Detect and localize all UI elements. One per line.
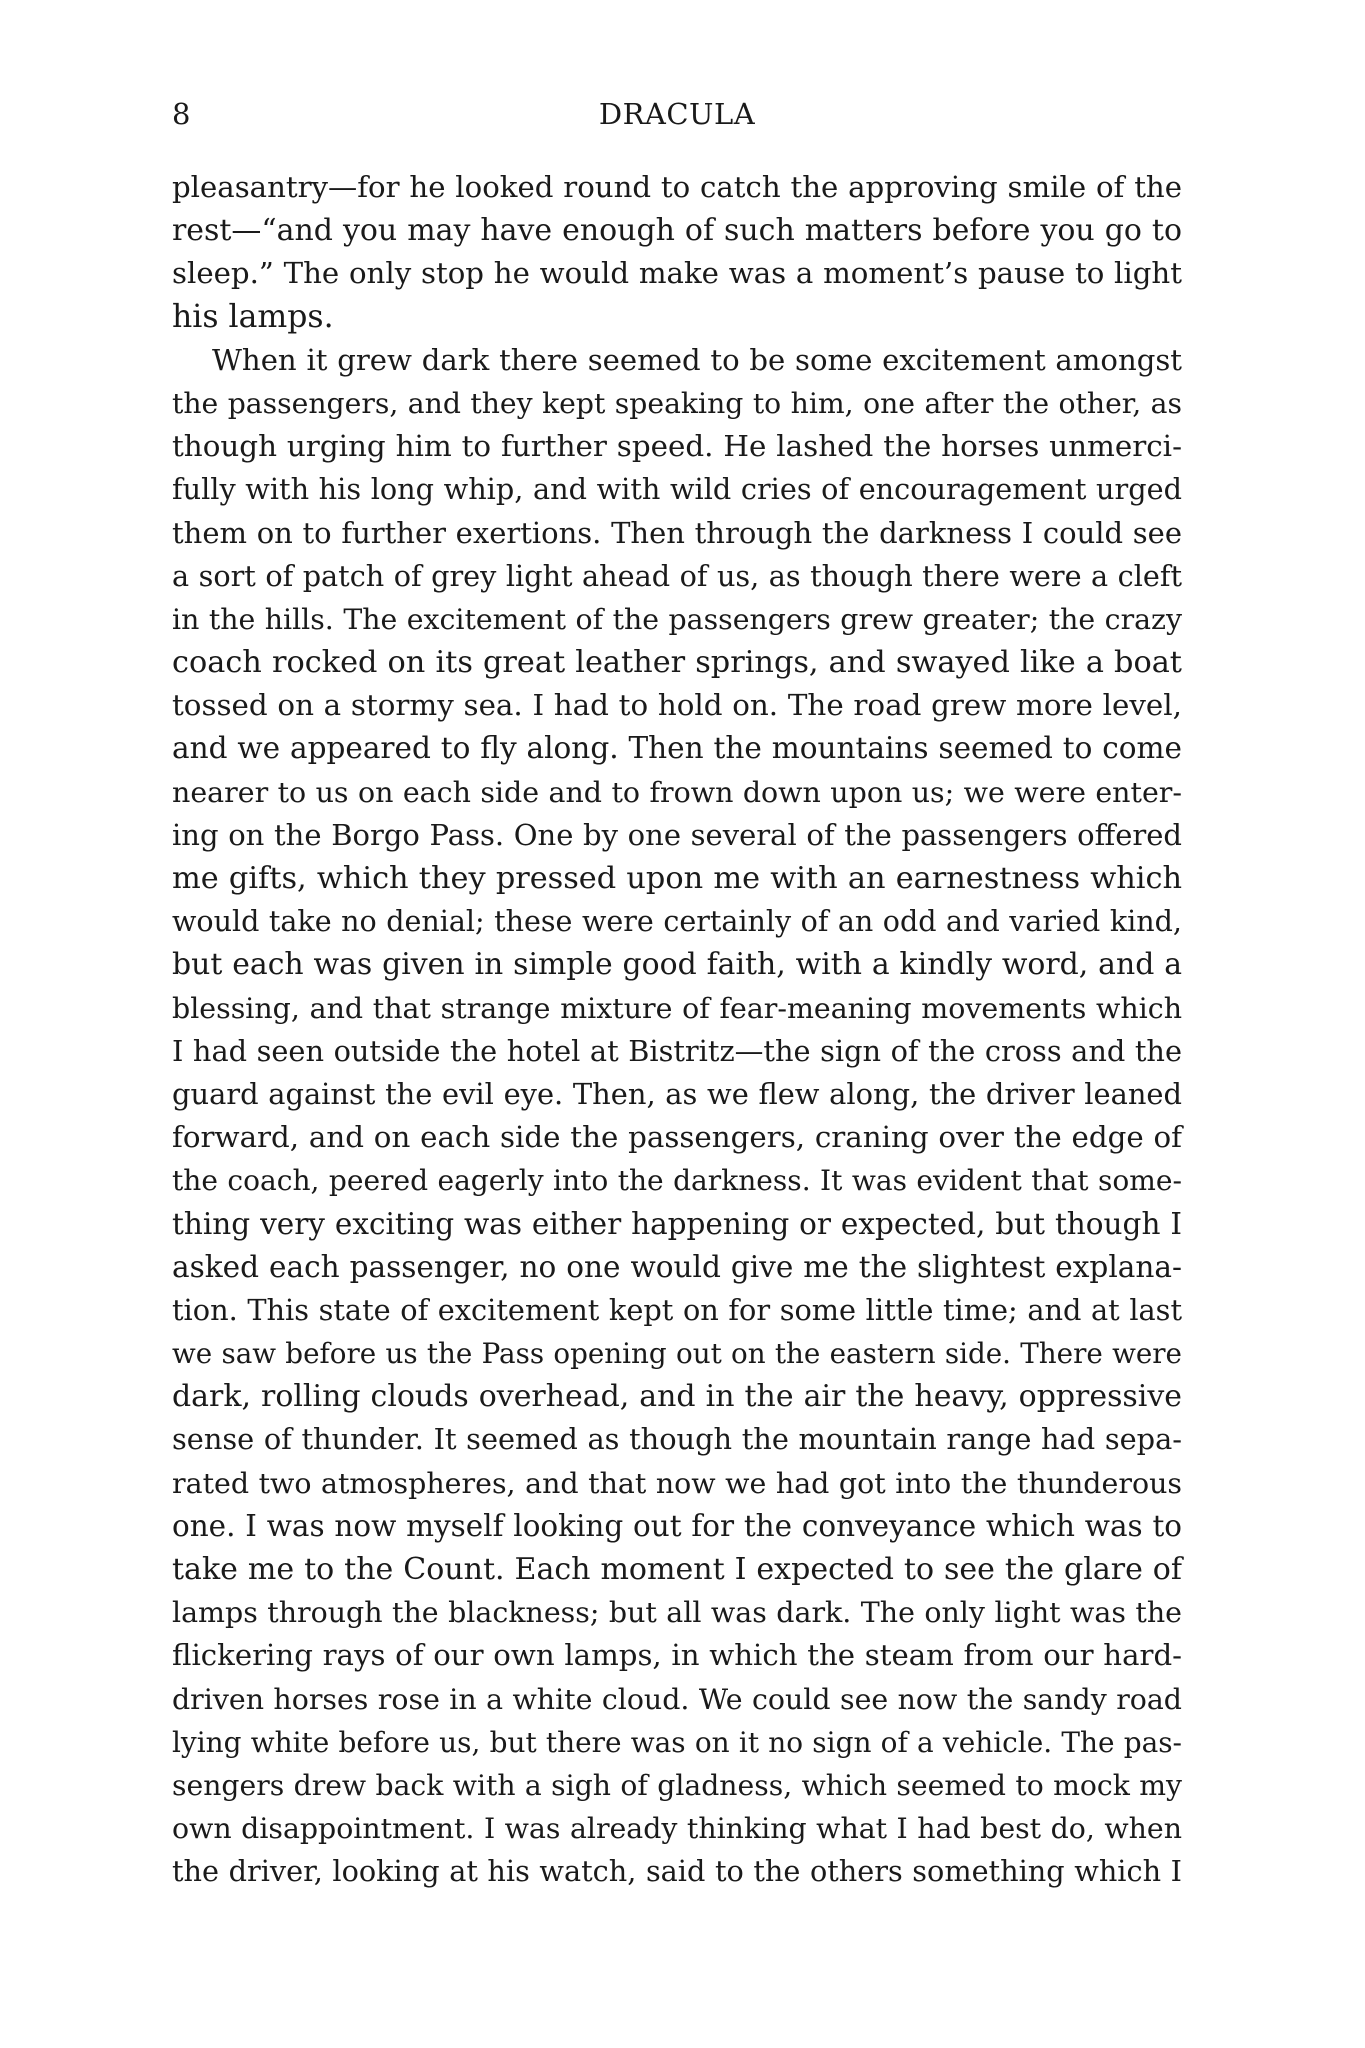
text-line: tion. This state of excitement kept on for some little time; and at last bbox=[172, 1292, 1182, 1327]
text-line: asked each passenger, no one would give me the slightest explana- bbox=[172, 1249, 1182, 1284]
text-line: blessing, and that strange mixture of fear-meaning movements which bbox=[172, 991, 1182, 1025]
text-line: fully with his long whip, and with wild cries of encouragement urged bbox=[172, 472, 1182, 507]
text-line: driven horses rose in a white cloud. We could see now the sandy road bbox=[172, 1682, 1182, 1716]
text-line: guard against the evil eye. Then, as we flew along, the driver leaned bbox=[172, 1076, 1182, 1111]
text-line: take me to the Count. Each moment I expected to see the glare of bbox=[172, 1552, 1182, 1587]
text-line: and we appeared to fly along. Then the mountains seemed to come bbox=[172, 731, 1182, 766]
text-line: sense of thunder. It seemed as though the mountain range had sepa- bbox=[172, 1422, 1182, 1457]
text-line: them on to further exertions. Then through the darkness I could see bbox=[172, 515, 1182, 550]
text-line: own disappointment. I was already thinking what I had best do, when bbox=[172, 1812, 1182, 1846]
text-line: the driver, looking at his watch, said to the others something which I bbox=[172, 1854, 1182, 1889]
text-line: a sort of patch of grey light ahead of us, as though there were a cleft bbox=[172, 558, 1182, 593]
text-line: nearer to us on each side and to frown down upon us; we were enter- bbox=[172, 775, 1182, 809]
text-line: in the hills. The excitement of the passengers grew greater; the crazy bbox=[172, 602, 1182, 636]
text-line: me gifts, which they pressed upon me with an earnestness which bbox=[172, 861, 1182, 896]
running-head bbox=[172, 94, 1182, 134]
text-line: his lamps. bbox=[172, 298, 334, 335]
text-line: sleep.” The only stop he would make was a moment’s pause to light bbox=[172, 256, 1182, 291]
page-number: 8 bbox=[172, 97, 191, 131]
body-text bbox=[172, 166, 1182, 1894]
text-line: rated two atmospheres, and that now we had got into the thunderous bbox=[172, 1466, 1182, 1500]
text-line: but each was given in simple good faith, with a kindly word, and a bbox=[172, 947, 1182, 983]
text-line: rest—“and you may have enough of such matters before you go to bbox=[172, 213, 1182, 249]
text-line: the coach, peered eagerly into the darkness. It was evident that some- bbox=[172, 1164, 1182, 1198]
text-line: forward, and on each side the passengers, craning over the edge of bbox=[172, 1120, 1182, 1155]
text-line: I had seen outside the hotel at Bistritz—the sign of the cross and the bbox=[172, 1033, 1182, 1068]
text-line: though urging him to further speed. He lashed the horses unmerci- bbox=[172, 429, 1182, 464]
text-line: dark, rolling clouds overhead, and in the air the heavy, oppressive bbox=[172, 1379, 1182, 1415]
text-line: we saw before us the Pass opening out on the eastern side. There were bbox=[172, 1337, 1182, 1371]
text-line: one. I was now myself looking out for the conveyance which was to bbox=[172, 1508, 1182, 1543]
text-line: pleasantry—for he looked round to catch the approving smile of the bbox=[172, 170, 1182, 204]
text-line: lying white before us, but there was on it no sign of a vehicle. The pas- bbox=[172, 1725, 1182, 1759]
running-title: DRACULA bbox=[598, 97, 756, 131]
text-line: ing on the Borgo Pass. One by one several of the passengers offered bbox=[172, 817, 1182, 852]
text-line: lamps through the blackness; but all was dark. The only light was the bbox=[172, 1596, 1182, 1630]
text-line: When it grew dark there seemed to be some excitement amongst bbox=[212, 342, 1182, 377]
text-line: would take no denial; these were certainly of an odd and varied kind, bbox=[172, 904, 1182, 939]
text-line: sengers drew back with a sigh of gladness, which seemed to mock my bbox=[172, 1768, 1182, 1802]
text-line: thing very exciting was either happening or expected, but though I bbox=[172, 1206, 1182, 1241]
text-line: the passengers, and they kept speaking to him, one after the other, as bbox=[172, 386, 1182, 420]
text-line: flickering rays of our own lamps, in which the steam from our hard- bbox=[172, 1638, 1182, 1673]
text-line: tossed on a stormy sea. I had to hold on. The road grew more level, bbox=[172, 688, 1182, 723]
text-line: coach rocked on its great leather springs, and swayed like a boat bbox=[172, 645, 1182, 681]
